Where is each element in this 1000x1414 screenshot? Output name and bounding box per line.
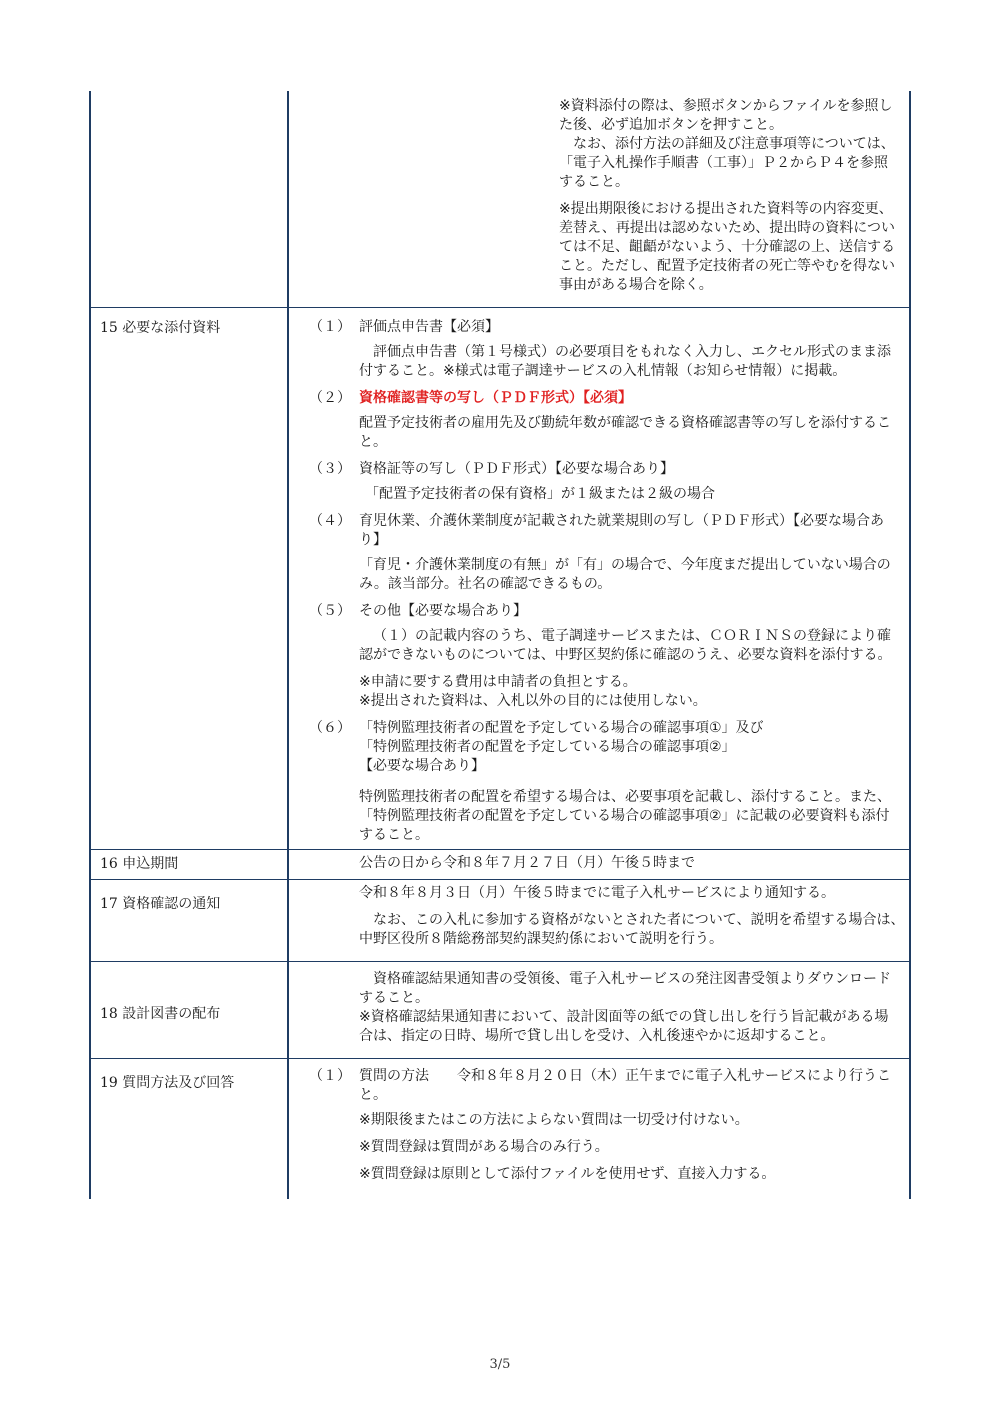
notice-date: 令和８年８月３日（月）午後５時までに電子入札サービスにより通知する。 <box>359 885 835 901</box>
continuation-row <box>90 91 910 308</box>
section-19: 19 質問方法及び回答 （１） 質問の方法 令和８年８月２０日（木）正午までに電子入札サービスにより行うこと。 ※期限後またはこの方法によらない質問は一切受け付けない。 ※質問登録は質問がある場合のみ行う。 ※質問登録は原則として添付ファイルを使用せず、直接入力する。 <box>90 1059 910 1200</box>
question-method: 質問の方法 令和８年８月２０日（木）正午までに電子入札サービスにより行うこと。 <box>359 1068 891 1103</box>
section-16-label: 16 申込期間 <box>100 856 179 872</box>
section-16 <box>90 850 910 880</box>
section-17-label: 17 資格確認の通知 <box>100 896 221 912</box>
deadline-note: ※提出期限後における提出された資料等の内容変更、差替え、再提出は認めないため、提出時の資料については不足、齟齬がないよう、十分確認の上、送信すること。ただし、配置予定技術者の死亡等やむを得ない事由がある場合を除く。 <box>559 201 895 293</box>
question-note-3: ※質問登録は原則として添付ファイルを使用せず、直接入力する。 <box>359 1166 776 1182</box>
question-note-2: ※質問登録は質問がある場合のみ行う。 <box>359 1139 609 1155</box>
section-17 <box>90 880 910 962</box>
drawings-loan-note: ※資格確認結果通知書において、設計図面等の紙での貸し出しを行う旨記載がある場合は、指定の日時、場所で貸し出しを受け、入札後速やかに返却すること。 <box>359 1009 889 1044</box>
item-5-title: その他【必要な場合あり】 <box>359 603 527 619</box>
section-18-label: 18 設計図書の配布 <box>100 1006 221 1022</box>
requirements-table <box>89 91 911 1199</box>
page-number: 3/5 <box>489 1357 511 1372</box>
item-1-title: 評価点申告書【必須】 <box>359 319 499 335</box>
application-period: 公告の日から令和８年７月２７日（月）午後５時まで <box>359 855 695 871</box>
item-1-body: 評価点申告書（第１号様式）の必要項目をもれなく入力し、エクセル形式のまま添付すること。※様式は電子調達サービスの入札情報（お知らせ情報）に掲載。 <box>359 344 891 379</box>
item-4-title: 育児休業、介護休業制度が記載された就業規則の写し（ＰＤＦ形式）【必要な場合あり】 <box>359 513 884 548</box>
attach-note: ※資料添付の際は、参照ボタンからファイルを参照した後、必ず追加ボタンを押すこと。 <box>559 98 893 133</box>
section-15-label: 15 必要な添付資料 <box>100 320 221 336</box>
attach-method-note: なお、添付方法の詳細及び注意事項等については、「電子入札操作手順書（工事）」Ｐ２からＰ４を参照すること。 <box>559 136 895 190</box>
item-2-body: 配置予定技術者の雇用先及び勤続年数が確認できる資格確認書等の写しを添付すること。 <box>359 415 891 450</box>
item-5-note-2: ※提出された資料は、入札以外の目的には使用しない。 <box>359 693 707 709</box>
drawings-download: 資格確認結果通知書の受領後、電子入札サービスの発注図書受領よりダウンロードすること。 <box>359 971 891 1006</box>
item-5-note-1: ※申請に要する費用は申請者の負担とする。 <box>359 674 637 690</box>
item-3-title: 資格証等の写し（ＰＤＦ形式）【必要な場合あり】 <box>359 461 674 477</box>
notice-explanation: なお、この入札に参加する資格がないとされた者について、説明を希望する場合は、中野区役所８階総務部契約課契約係において説明を行う。 <box>359 912 905 947</box>
item-2-title: 資格確認書等の写し（ＰＤＦ形式）【必須】 <box>359 390 632 406</box>
section-15: 15 必要な添付資料 （１） 評価点申告書【必須】 評価点申告書（第１号様式）の必要項目をもれなく入力し、エクセル形式のまま添付すること。※様式は電子調達サービスの入札情報（お知らせ情報）に掲載。 （２） 資格確認書等の写し（ＰＤＦ形式）【必須】 配置予定技術者の雇用先及び勤続年数が確認できる資格確認書等の写しを添付すること。 （３） 資格証等の写し（ＰＤＦ形式）【必要な場合あり】 「配置予定技術者の保有資格」が１級または２級の場合 （４） 育児休業、介護休業制度が記載された就業規則の写し（ＰＤＦ形式）【必要な場合あり】 「育児・介護休業制度の有無」が「有」の場合で、今年度まだ提出していない場合のみ。該当部分。社名の確認できるもの。 （５） その他【必要な場合あり】 （１）の記載内容のうち、電子調達サービスまたは、ＣＯＲＩＮＳの登録により確認ができないものについては、中野区契約係に確認のうえ、必要な資料を添付する。 ※申請に要する費用は申請者の負担とする。 ※提出された資料は、入札以外の目的には使用しない。 （６） 「特例監理技術者の配置を予定している場合の確認事項①」及び 「特例監理技術者の配置を予定している場合の確認事項②」 【必要な場合あり】 特例監理技術者の配置を希望する場合は、必要事項を記載し、添付すること。また、「特例監理技術者の配置を予定している場合の確認事項②」に記載の必要資料も添付すること。 <box>90 308 910 850</box>
section-18 <box>90 962 910 1059</box>
section-19-label: 19 質問方法及び回答 <box>100 1075 235 1091</box>
item-6-title: 「特例監理技術者の配置を予定している場合の確認事項①」及び 「特例監理技術者の配置を予定している場合の確認事項②」 【必要な場合あり】 <box>359 720 764 774</box>
item-3-body: 「配置予定技術者の保有資格」が１級または２級の場合 <box>365 486 715 502</box>
item-4-body: 「育児・介護休業制度の有無」が「有」の場合で、今年度まだ提出していない場合のみ。該当部分。社名の確認できるもの。 <box>359 557 891 592</box>
item-6-body: 特例監理技術者の配置を希望する場合は、必要事項を記載し、添付すること。また、「特例監理技術者の配置を予定している場合の確認事項②」に記載の必要資料も添付すること。 <box>359 789 891 843</box>
item-5-body: （１）の記載内容のうち、電子調達サービスまたは、ＣＯＲＩＮＳの登録により確認ができないものについては、中野区契約係に確認のうえ、必要な資料を添付する。 <box>359 628 892 663</box>
question-note-1: ※期限後またはこの方法によらない質問は一切受け付けない。 <box>359 1112 749 1128</box>
